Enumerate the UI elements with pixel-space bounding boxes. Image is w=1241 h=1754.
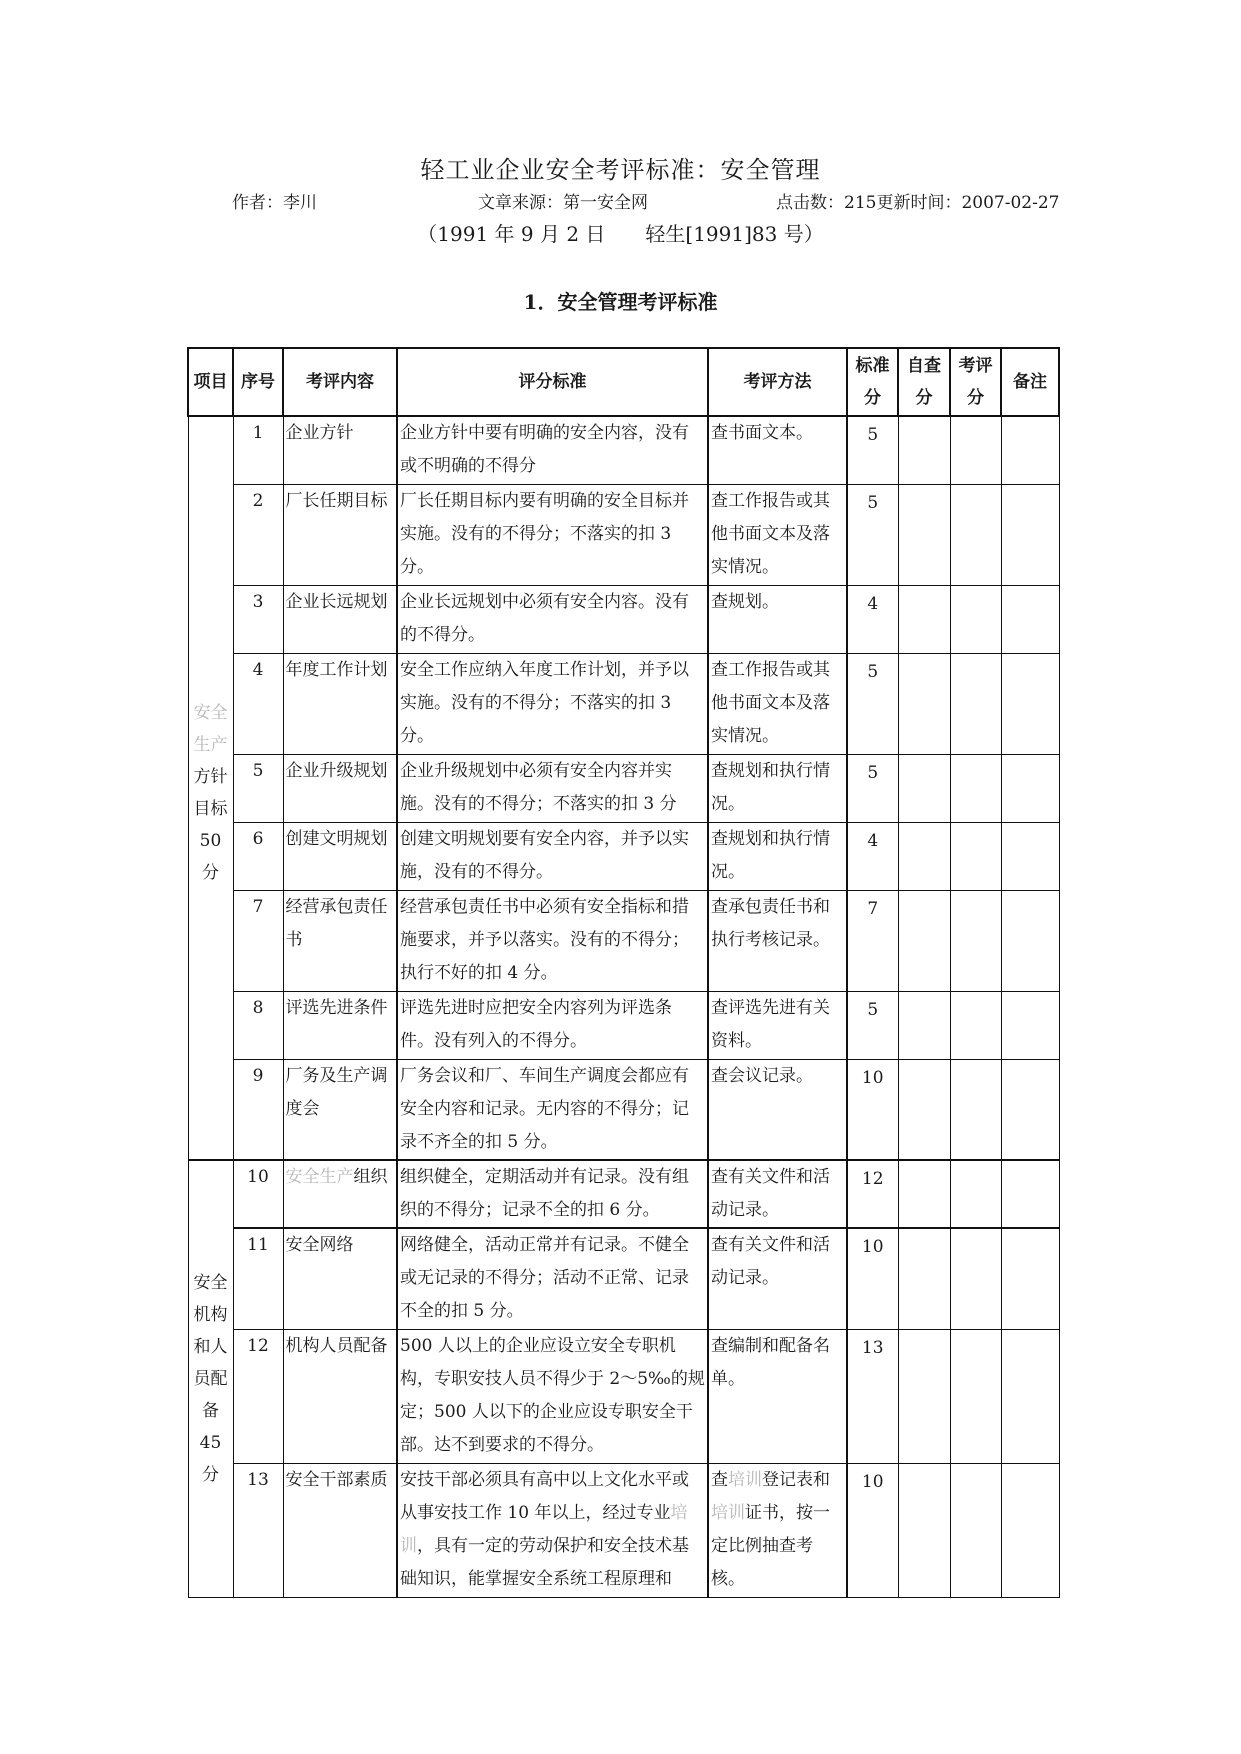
row-standard: 安技干部必须具有高中以上文化水平或从事安技工作 10 年以上，经过专业培训，具有一定的劳动保护和安全技术基础知识，能掌握安全系统工程原理和 xyxy=(397,1463,708,1597)
row-content: 厂务及生产调度会 xyxy=(283,1059,397,1160)
row-score: 4 xyxy=(847,822,898,890)
author-label: 作者：李川 xyxy=(232,193,317,213)
row-content: 企业升级规划 xyxy=(283,754,397,822)
row-num: 13 xyxy=(233,1463,283,1597)
row-num: 12 xyxy=(233,1329,283,1463)
row-score: 5 xyxy=(847,991,898,1059)
row-num: 10 xyxy=(233,1160,283,1228)
row-standard: 企业长远规划中必须有安全内容。没有的不得分。 xyxy=(397,585,708,653)
row-self[interactable] xyxy=(898,1329,950,1463)
row-eval[interactable] xyxy=(950,1463,1001,1597)
row-eval[interactable] xyxy=(950,653,1001,754)
row-note[interactable] xyxy=(1001,822,1059,890)
table-row xyxy=(188,653,1059,754)
header-self: 自查分 xyxy=(898,348,950,416)
row-note[interactable] xyxy=(1001,890,1059,991)
row-num: 7 xyxy=(233,890,283,991)
table-row xyxy=(188,1160,1059,1228)
table-row xyxy=(188,1059,1059,1160)
header-note: 备注 xyxy=(1001,348,1059,416)
row-note[interactable] xyxy=(1001,653,1059,754)
row-content: 安全生产组织 xyxy=(283,1160,397,1228)
table-row xyxy=(188,1463,1059,1597)
row-score: 10 xyxy=(847,1463,898,1597)
row-score: 5 xyxy=(847,484,898,585)
row-standard: 厂长任期目标内要有明确的安全目标并实施。没有的不得分；不落实的扣 3 分。 xyxy=(397,484,708,585)
row-eval[interactable] xyxy=(950,1160,1001,1228)
header-standard: 评分标准 xyxy=(397,348,708,416)
row-note[interactable] xyxy=(1001,991,1059,1059)
row-self[interactable] xyxy=(898,822,950,890)
row-content: 企业长远规划 xyxy=(283,585,397,653)
row-self[interactable] xyxy=(898,1463,950,1597)
row-score: 4 xyxy=(847,585,898,653)
row-content: 厂长任期目标 xyxy=(283,484,397,585)
table-row xyxy=(188,416,1059,484)
row-eval[interactable] xyxy=(950,1329,1001,1463)
row-method: 查规划和执行情况。 xyxy=(708,822,847,890)
row-content: 安全网络 xyxy=(283,1228,397,1329)
row-method: 查规划和执行情况。 xyxy=(708,754,847,822)
evaluation-table xyxy=(187,347,1060,1598)
row-note[interactable] xyxy=(1001,484,1059,585)
row-self[interactable] xyxy=(898,653,950,754)
row-score: 10 xyxy=(847,1228,898,1329)
row-eval[interactable] xyxy=(950,991,1001,1059)
table-row xyxy=(188,1329,1059,1463)
row-num: 3 xyxy=(233,585,283,653)
table-row xyxy=(188,754,1059,822)
row-num: 9 xyxy=(233,1059,283,1160)
row-self[interactable] xyxy=(898,585,950,653)
row-self[interactable] xyxy=(898,416,950,484)
row-content: 经营承包责任书 xyxy=(283,890,397,991)
row-method: 查有关文件和活动记录。 xyxy=(708,1228,847,1329)
row-content: 年度工作计划 xyxy=(283,653,397,754)
row-self[interactable] xyxy=(898,484,950,585)
row-self[interactable] xyxy=(898,1228,950,1329)
table-row xyxy=(188,1228,1059,1329)
row-self[interactable] xyxy=(898,754,950,822)
row-score: 13 xyxy=(847,1329,898,1463)
header-score: 标准分 xyxy=(847,348,898,416)
header-item: 项目 xyxy=(188,348,233,416)
row-score: 5 xyxy=(847,653,898,754)
row-eval[interactable] xyxy=(950,585,1001,653)
row-content: 评选先进条件 xyxy=(283,991,397,1059)
row-score: 10 xyxy=(847,1059,898,1160)
stats-label: 点击数：215更新时间：2007-02-27 xyxy=(776,193,1060,213)
row-eval[interactable] xyxy=(950,484,1001,585)
row-note[interactable] xyxy=(1001,754,1059,822)
source-label: 文章来源：第一安全网 xyxy=(478,193,648,213)
section-title: 1．安全管理考评标准 xyxy=(523,290,718,314)
row-eval[interactable] xyxy=(950,754,1001,822)
row-num: 2 xyxy=(233,484,283,585)
document-title: 轻工业企业安全考评标准：安全管理 xyxy=(420,156,821,184)
row-method: 查工作报告或其他书面文本及落实情况。 xyxy=(708,653,847,754)
row-eval[interactable] xyxy=(950,416,1001,484)
row-note[interactable] xyxy=(1001,1228,1059,1329)
row-note[interactable] xyxy=(1001,416,1059,484)
document-subtitle: （1991 年 9 月 2 日 轻生[1991]83 号） xyxy=(417,222,824,246)
row-score: 5 xyxy=(847,754,898,822)
row-self[interactable] xyxy=(898,1059,950,1160)
row-self[interactable] xyxy=(898,890,950,991)
row-standard: 厂务会议和厂、车间生产调度会都应有安全内容和记录。无内容的不得分；记录不齐全的扣 5 分。 xyxy=(397,1059,708,1160)
row-method: 查评选先进有关资料。 xyxy=(708,991,847,1059)
row-note[interactable] xyxy=(1001,585,1059,653)
row-eval[interactable] xyxy=(950,890,1001,991)
row-self[interactable] xyxy=(898,991,950,1059)
row-method: 查工作报告或其他书面文本及落实情况。 xyxy=(708,484,847,585)
group-label-organization: 安全机构和人员配备 45 分 xyxy=(188,1160,233,1597)
row-standard: 企业升级规划中必须有安全内容并实施。没有的不得分；不落实的扣 3 分 xyxy=(397,754,708,822)
row-standard: 评选先进时应把安全内容列为评选条件。没有列入的不得分。 xyxy=(397,991,708,1059)
row-method: 查编制和配备名单。 xyxy=(708,1329,847,1463)
row-num: 6 xyxy=(233,822,283,890)
header-method: 考评方法 xyxy=(708,348,847,416)
row-num: 4 xyxy=(233,653,283,754)
table-row xyxy=(188,585,1059,653)
group-label-policy: 安全生产方针目标 50 分 xyxy=(188,416,233,1160)
table-row xyxy=(188,484,1059,585)
row-num: 8 xyxy=(233,991,283,1059)
table-row xyxy=(188,890,1059,991)
row-num: 5 xyxy=(233,754,283,822)
row-method: 查有关文件和活动记录。 xyxy=(708,1160,847,1228)
row-content: 安全干部素质 xyxy=(283,1463,397,1597)
row-content: 企业方针 xyxy=(283,416,397,484)
header-content: 考评内容 xyxy=(283,348,397,416)
row-content: 创建文明规划 xyxy=(283,822,397,890)
table-row xyxy=(188,991,1059,1059)
row-note[interactable] xyxy=(1001,1463,1059,1597)
row-num: 1 xyxy=(233,416,283,484)
row-eval[interactable] xyxy=(950,1228,1001,1329)
row-standard: 创建文明规划要有安全内容，并予以实施，没有的不得分。 xyxy=(397,822,708,890)
row-standard: 网络健全，活动正常并有记录。不健全或无记录的不得分；活动不正常、记录不全的扣 5 分。 xyxy=(397,1228,708,1329)
row-eval[interactable] xyxy=(950,1059,1001,1160)
row-score: 7 xyxy=(847,890,898,991)
row-score: 12 xyxy=(847,1160,898,1228)
header-eval: 考评分 xyxy=(950,348,1001,416)
row-note[interactable] xyxy=(1001,1059,1059,1160)
row-method: 查承包责任书和执行考核记录。 xyxy=(708,890,847,991)
row-num: 11 xyxy=(233,1228,283,1329)
row-standard: 经营承包责任书中必须有安全指标和措施要求，并予以落实。没有的不得分；执行不好的扣 4 分。 xyxy=(397,890,708,991)
row-standard: 企业方针中要有明确的安全内容，没有或不明确的不得分 xyxy=(397,416,708,484)
table-header-row xyxy=(188,348,1059,416)
row-standard: 组织健全，定期活动并有记录。没有组织的不得分；记录不全的扣 6 分。 xyxy=(397,1160,708,1228)
row-self[interactable] xyxy=(898,1160,950,1228)
table-row xyxy=(188,822,1059,890)
row-note[interactable] xyxy=(1001,1160,1059,1228)
row-standard: 500 人以上的企业应设立安全专职机构，专职安技人员不得少于 2～5‰的规定；500 人以下的企业应设专职安全干部。达不到要求的不得分。 xyxy=(397,1329,708,1463)
row-score: 5 xyxy=(847,416,898,484)
row-method: 查会议记录。 xyxy=(708,1059,847,1160)
header-num: 序号 xyxy=(233,348,283,416)
row-eval[interactable] xyxy=(950,822,1001,890)
row-method: 查培训登记表和培训证书，按一定比例抽查考核。 xyxy=(708,1463,847,1597)
row-note[interactable] xyxy=(1001,1329,1059,1463)
row-content: 机构人员配备 xyxy=(283,1329,397,1463)
row-method: 查书面文本。 xyxy=(708,416,847,484)
row-standard: 安全工作应纳入年度工作计划，并予以实施。没有的不得分；不落实的扣 3 分。 xyxy=(397,653,708,754)
row-method: 查规划。 xyxy=(708,585,847,653)
